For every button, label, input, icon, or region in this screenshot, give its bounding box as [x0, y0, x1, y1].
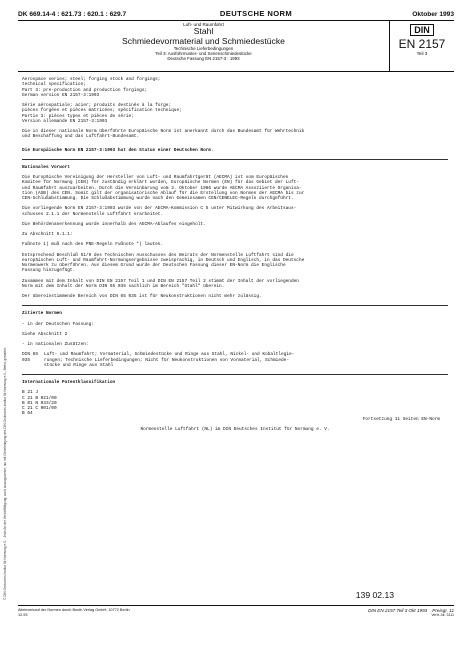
- patent-heading: Internationale Patentklassifikation: [22, 380, 116, 385]
- reference-row: [22, 352, 448, 368]
- continuation-note: Fortsetzung 11 Seiten EN-Norm: [362, 416, 440, 422]
- reference-text: Luft- und Raumfahrt; Vormaterial, Schmiedestücke und Ringe aus Stahl, Nickel- und Kobaltlegie- rungen; Technische Lieferbedingungen; Nicht für Neukonstruktionen von Vormaterial, Schmiede- stücke und Ringe aus Stahl: [44, 352, 295, 368]
- patent-item: C 21 B 021/00: [22, 395, 57, 401]
- din-number-box: [389, 21, 454, 71]
- patent-item: B 64: [22, 411, 33, 417]
- text-line: technical specification;: [22, 82, 86, 88]
- title-sub1: Technische Lieferbedingungen: [173, 46, 234, 51]
- footer-ref-text: DIN EN 2157 Teil 3 Okt 1993: [368, 608, 428, 613]
- vorwort-paragraph-3: Die Behördenanerkennung wurde innerhalb des AECMA-Ablaufes eingeholt.: [22, 221, 206, 227]
- issue-date: Oktober 1993: [412, 11, 454, 18]
- vorwort-paragraph-1: Die Europäische Vereinigung der Hersteller von Luft- und Raumfahrtgerät (AECMA) ist vom Europäischen Komitee für Normung (CEN) für zuständig erklärt worden, Europäische Normen (EN) für das Gebiet der Luft- und Raumfahrt auszuarbeiten. Durch die Vereinbarung vom 3. Oktober 1986 wurde AECMA Assoziierte Organisa- tion (ASB) des CEN. Somit gilt der organisatorische Ablauf für die Erstellung von Normen der AECMA bis zur CEN-Schlußabstimmung. Die Schlußabstimmung wurde nach den Gemeinsamen CEN/CENELEC-Regeln durchgeführt.: [22, 175, 305, 201]
- alleinverkauf-text: Alleinverkauf der Normen durch Beuth Verlag GmbH, 10772 Berlin: [18, 608, 130, 612]
- din-number: EN 2157: [398, 37, 446, 51]
- divider: [22, 374, 448, 375]
- uebereinstimmend-paragraph: Der übereinstimmende Bereich von DIN 65 035 ist für Neukonstruktionen nicht mehr zulässig.: [22, 294, 262, 299]
- title-category: Luft- und Raumfahrt: [183, 22, 224, 27]
- title-sub2: Teil 3: Ausführmuster- und Serienschmiedestücke: [155, 51, 252, 56]
- text-line: Part 3: pre-production and production forgings;: [22, 87, 148, 93]
- document-page: [18, 9, 454, 432]
- header-bar: [18, 9, 454, 21]
- norm-type: DEUTSCHE NORM: [219, 9, 293, 18]
- footer-divider: [18, 605, 454, 606]
- intro-paragraph: Die in dieser nationale Norm überführte Europäische Norm ist anerkannt durch das Bundesamt für Wehrtechnik und Beschaffung und das Luftfahrt-Bundesamt.: [22, 129, 305, 140]
- din-part: Teil 3: [416, 51, 428, 56]
- abschnitt-reference: Zu Abschnitt 5.1.1:: [22, 232, 73, 237]
- title-main: Schmiedevormaterial und Schmiedestücke: [122, 35, 285, 46]
- copyright-sidebar: [3, 40, 13, 600]
- patent-item: B 01 N 033/20: [22, 400, 57, 406]
- document-body: [18, 72, 454, 432]
- title-column: [18, 21, 389, 71]
- price-code: 139 02.13: [355, 590, 394, 600]
- vertriebs-nummer: Vertr.-Nr. 3111: [431, 613, 454, 618]
- text-line: Série aérospatiale; acier; produits destinés à la forge;: [22, 103, 172, 108]
- footer-left: [18, 608, 130, 617]
- patent-list: [22, 390, 448, 416]
- title-sub3: Deutsche Fassung EN 2157-3 : 1993: [167, 56, 240, 61]
- normenstelle-line: Normenstelle Luftfahrt (NL) im DIN Deutsches Institut für Normung e. V.: [140, 426, 330, 432]
- divider: [22, 159, 448, 160]
- title-block: [18, 21, 454, 72]
- zusammen-paragraph: Zusammen mit dem Inhalt von DIN EN 2157 Teil 1 und DIN EN 2157 Teil 2 stimmt der Inhalt der vorliegenden Norm mit dem Inhalt der Norm DIN 65 035 sachlich im Bereich "Stahl" überein.: [22, 278, 299, 289]
- text-line: Aerospace series; steel; forging stock and forgings;: [22, 77, 161, 82]
- copyright-sidebar-text: © DIN Deutsches Institut für Normung e.V. · Jede Art der Vervielfältigung, auch auszugsweise, nur mit Genehmigung des DIN Deutsches Institut für Normung e.V., Berlin, gestattet.: [3, 347, 7, 600]
- footer-right: [368, 608, 454, 619]
- siehe-abschnitt: Siehe Abschnitt 2: [22, 331, 68, 337]
- vorwort-heading: Nationales Vorwort: [22, 164, 70, 170]
- text-line: Partie 3: pièces types et pièces de série;: [22, 113, 134, 119]
- title-material: Stahl: [193, 26, 214, 36]
- zitierte-heading: Zitierte Normen: [22, 311, 62, 317]
- text-line: pièces forgées et pièces matricées; spécification technique;: [22, 108, 182, 114]
- french-title-block: [22, 103, 448, 124]
- dk-classification: DK 669.14-4 : 621.73 : 620.1 : 629.7: [18, 11, 127, 18]
- beschluss-paragraph: Entsprechend Beschluß 51/9 des Technischen Ausschusses des Beirats der Normenstelle Luftfahrt sind die europäischen Luft- und Raumfahrt-Normungsergebnisse zweisprachig, in Deutsch und Englisch, in das Deutsche Normenwerk zu überführen. Aus diesem Grund wurde der Deutschen Fassung dieser EN-Norm die Englische Fassung hinzugefügt.: [22, 252, 305, 274]
- vorwort-paragraph-2: Die vorliegende Norm EN 2157-3:1993 wurde von der AECMA-Kommission C 5 unter Mitwirkung des Arbeitsaus- schusses 2.1.1 der Normenstelle Luftfahrt erarbeitet.: [22, 206, 297, 217]
- footer-preisgruppe: Preisgr. 11: [432, 608, 454, 613]
- national-label: - in nationalen Zusätzen:: [22, 342, 89, 347]
- divider: [22, 305, 448, 306]
- patent-item: C 21 C 001/00: [22, 406, 57, 411]
- text-line: Version allemande EN 2157-3:1993: [22, 118, 108, 124]
- status-paragraph: Die Europäische Norm EN 2157-3:1993 hat den Status einer Deutschen Norm.: [22, 147, 214, 153]
- patent-item: B 21 J: [22, 390, 38, 396]
- text-line: German version EN 2157-3:1993: [22, 92, 100, 98]
- deutsch-fassung-label: - in der Deutschen Fassung:: [22, 321, 94, 327]
- fussnote-paragraph: Fußnote 1) muß nach den PNE-Regeln Fußnote *) lauten.: [22, 242, 164, 248]
- reference-number: DIN 65 035: [22, 352, 38, 363]
- din-logo: DIN: [410, 24, 434, 36]
- footer-date: 12.93: [18, 612, 28, 617]
- english-title-block: [22, 77, 448, 98]
